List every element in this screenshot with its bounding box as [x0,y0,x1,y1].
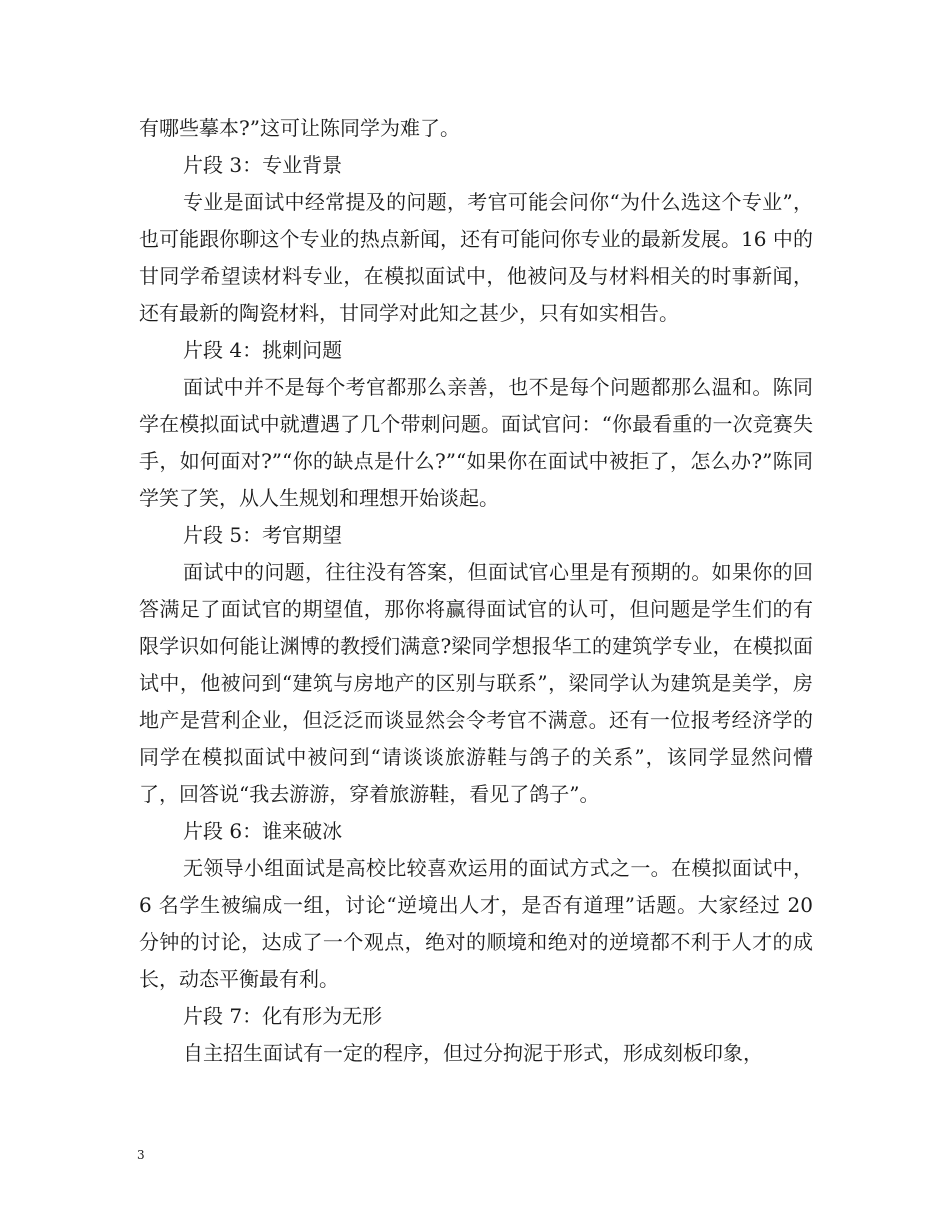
paragraph-continuation: 有哪些摹本?”这可让陈同学为难了。 [139,116,460,140]
paragraph-tricky-questions: 面试中并不是每个考官都那么亲善，也不是每个问题都那么温和。陈同学在模拟面试中就遭遇了几个带刺问题。面试官问：“你最看重的一次竞赛失手，如何面对?”“你的缺点是什么?”“如果你在面试中被拒了，怎么办?”陈同学笑了笑，从人生规划和理想开始谈起。 [139,375,813,510]
section-heading-5: 片段 5：考官期望 [183,523,343,547]
paragraph-examiner-expectations: 面试中的问题，往往没有答案，但面试官心里是有预期的。如果你的回答满足了面试官的期望值，那你将赢得面试官的认可，但问题是学生们的有限学识如何能让渊博的教授们满意?梁同学想报华工的建筑学专业，在模拟面试中，他被问到“建筑与房地产的区别与联系”，梁同学认为建筑是美学，房地产是营利企业，但泛泛而谈显然会令考官不满意。还有一位报考经济学的同学在模拟面试中被问到“请谈谈旅游鞋与鸽子的关系”，该同学显然问懵了，回答说“我去游游，穿着旅游鞋，看见了鸽子”。 [139,560,813,806]
paragraph-icebreaker: 无领导小组面试是高校比较喜欢运用的面试方式之一。在模拟面试中，6 名学生被编成一组，讨论“逆境出人才，是否有道理”话题。大家经过 20 分钟的讨论，达成了一个观点，绝对的顺境和绝对的逆境都不利于人才的成长，动态平衡最有利。 [139,856,813,991]
paragraph-formless: 自主招生面试有一定的程序，但过分拘泥于形式，形成刻板印象， [183,1041,763,1065]
paragraph-major-background: 专业是面试中经常提及的问题，考官可能会问你“为什么选这个专业”，也可能跟你聊这个专业的热点新闻，还有可能问你专业的最新发展。16 中的甘同学希望读材料专业，在模拟面试中，他被问及与材料相关的时事新闻，还有最新的陶瓷材料，甘同学对此知之甚少，只有如实相告。 [139,190,813,325]
section-heading-3: 片段 3：专业背景 [183,153,343,177]
section-heading-6: 片段 6：谁来破冰 [183,819,343,843]
page-number: 3 [137,1148,145,1162]
section-heading-4: 片段 4：挑刺问题 [183,338,343,362]
section-heading-7: 片段 7：化有形为无形 [183,1004,383,1028]
body-text [139,110,813,1072]
